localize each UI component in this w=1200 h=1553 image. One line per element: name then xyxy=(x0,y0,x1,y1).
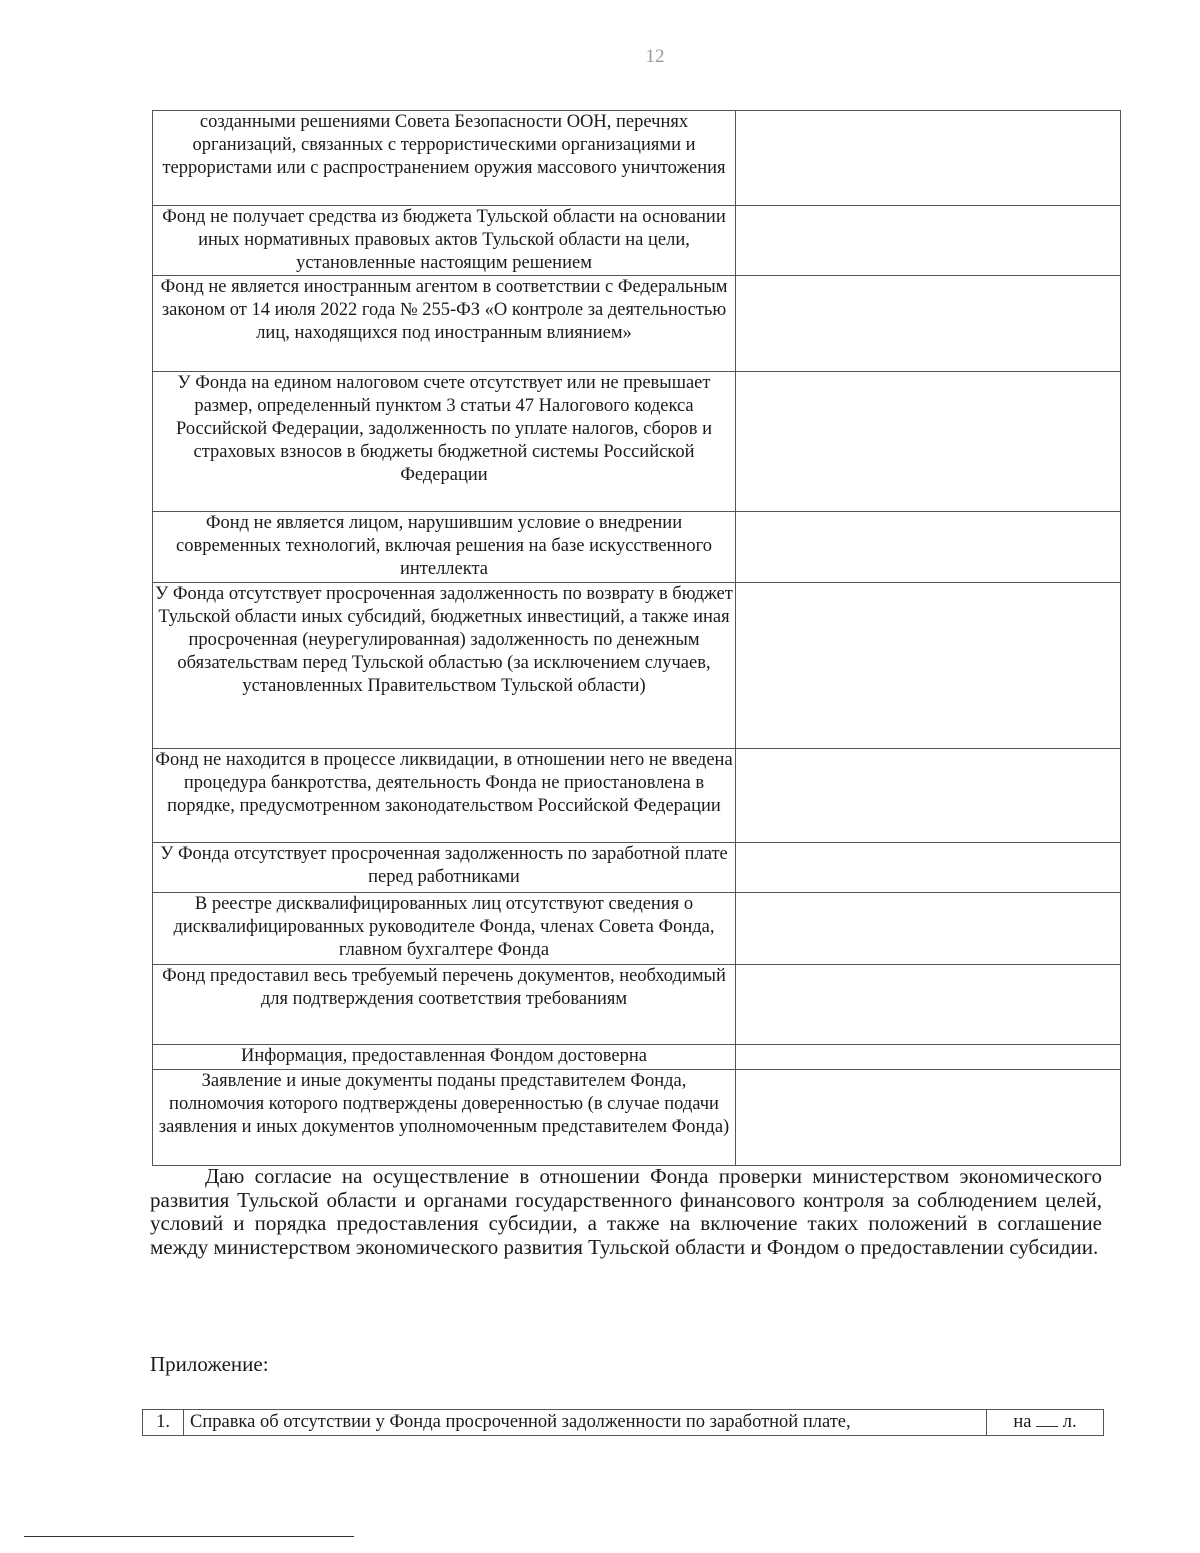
appendix-item-number: 1. xyxy=(143,1410,184,1436)
table-row xyxy=(153,111,1121,206)
appendix-item-sheets[interactable] xyxy=(987,1410,1104,1436)
compliance-cell[interactable] xyxy=(736,111,1121,206)
compliance-cell[interactable] xyxy=(736,893,1121,965)
table-row xyxy=(153,276,1121,372)
sheets-count-blank[interactable] xyxy=(1036,1426,1058,1427)
compliance-cell[interactable] xyxy=(736,1070,1121,1166)
compliance-cell[interactable] xyxy=(736,1045,1121,1070)
table-row xyxy=(153,206,1121,276)
table-row xyxy=(153,749,1121,843)
compliance-cell[interactable] xyxy=(736,965,1121,1045)
appendix-item-text: Справка об отсутствии у Фонда просроченной задолженности по заработной плате, xyxy=(184,1410,987,1436)
requirement-text: Фонд не находится в процессе ликвидации, в отношении него не введена процедура банкротства, деятельность Фонда не приостановлена в порядке, предусмотренном законодательством Российской Федерации xyxy=(153,749,736,843)
consent-paragraph: Даю согласие на осуществление в отношении Фонда проверки министерством экономического развития Тульской области и органами государственного финансового контроля за соблюдением целей, условий и порядка предоставления субсидии, а также на включение таких положений в соглашение между министерством экономического развития Тульской области и Фондом о предоставлении субсидии. xyxy=(150,1164,1102,1259)
table-row xyxy=(153,372,1121,512)
compliance-cell[interactable] xyxy=(736,843,1121,893)
appendix-heading: Приложение: xyxy=(150,1352,269,1376)
table-row xyxy=(153,1045,1121,1070)
table-row xyxy=(153,893,1121,965)
requirement-text: У Фонда на едином налоговом счете отсутствует или не превышает размер, определенный пунктом 3 статьи 47 Налогового кодекса Российской Федерации, задолженность по уплате налогов, сборов и страховых взносов в бюджеты бюджетной системы Российской Федерации xyxy=(153,372,736,512)
sheets-suffix: л. xyxy=(1062,1412,1077,1432)
sheets-prefix: на xyxy=(1013,1412,1032,1432)
requirement-text: Заявление и иные документы поданы представителем Фонда, полномочия которого подтверждены доверенностью (в случае подачи заявления и иных документов уполномоченным представителем Фонда) xyxy=(153,1070,736,1166)
appendix-table xyxy=(142,1409,1104,1436)
requirement-text: Информация, предоставленная Фондом достоверна xyxy=(153,1045,736,1070)
compliance-cell[interactable] xyxy=(736,749,1121,843)
footnote-separator xyxy=(24,1536,354,1537)
table-row xyxy=(153,583,1121,749)
table-row xyxy=(153,1070,1121,1166)
requirement-text: Фонд предоставил весь требуемый перечень документов, необходимый для подтверждения соответствия требованиям xyxy=(153,965,736,1045)
page-number: 12 xyxy=(645,46,665,67)
compliance-cell[interactable] xyxy=(736,372,1121,512)
requirement-text: Фонд не получает средства из бюджета Тульской области на основании иных нормативных правовых актов Тульской области на цели, установленные настоящим решением xyxy=(153,206,736,276)
requirement-text: В реестре дисквалифицированных лиц отсутствуют сведения о дисквалифицированных руководителе Фонда, членах Совета Фонда, главном бухгалтере Фонда xyxy=(153,893,736,965)
requirement-text: Фонд не является лицом, нарушившим условие о внедрении современных технологий, включая решения на базе искусственного интеллекта xyxy=(153,512,736,583)
table-row xyxy=(153,512,1121,583)
table-row xyxy=(153,965,1121,1045)
requirement-text: созданными решениями Совета Безопасности ООН, перечнях организаций, связанных с террористическими организациями и террористами или с распространением оружия массового уничтожения xyxy=(153,111,736,206)
compliance-cell[interactable] xyxy=(736,583,1121,749)
requirements-table xyxy=(152,110,1121,1166)
requirement-text: У Фонда отсутствует просроченная задолженность по возврату в бюджет Тульской области иных субсидий, бюджетных инвестиций, а также иная просроченная (неурегулированная) задолженность по денежным обязательствам перед Тульской областью (за исключением случаев, установленных Правительством Тульской области) xyxy=(153,583,736,749)
compliance-cell[interactable] xyxy=(736,512,1121,583)
compliance-cell[interactable] xyxy=(736,206,1121,276)
table-row xyxy=(143,1410,1104,1436)
table-row xyxy=(153,843,1121,893)
requirement-text: У Фонда отсутствует просроченная задолженность по заработной плате перед работниками xyxy=(153,843,736,893)
compliance-cell[interactable] xyxy=(736,276,1121,372)
requirement-text: Фонд не является иностранным агентом в соответствии с Федеральным законом от 14 июля 2022 года № 255-ФЗ «О контроле за деятельностью лиц, находящихся под иностранным влиянием» xyxy=(153,276,736,372)
